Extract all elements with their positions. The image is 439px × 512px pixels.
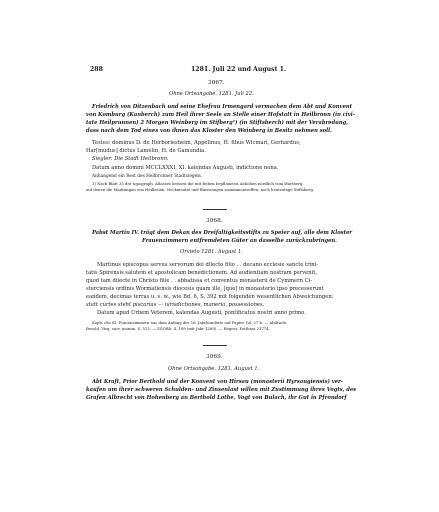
date-clause: Datum anno domini MCCLXXXI, XI. kalendas Augusti, indictione nona.: [92, 165, 279, 171]
archive-note: Anhangend ein Rest des Heilbronner Stadtsiegels.: [92, 174, 203, 179]
archive-note-line: Kopb. des Kl. Frauenzimmern aus dem Anfang des 16. Jahrhunderts auf Papier, fol. 27 b. — Abdruck:: [92, 320, 287, 325]
footnote-line: auf denen die Markungen von Heilbronn, Neckarsulm und Binswangen zusammentreffen, noch heutzutage Stiftsberg.: [86, 187, 315, 192]
section-divider: [203, 345, 227, 346]
dateline-3069: Ohne Ortsangabe. 1281. August 1.: [168, 366, 260, 372]
text-line: sterciensis ordinis Wormatiensis diocesis quam ille, [que] in monasterio ipso precesserunt: [86, 286, 324, 292]
summary-line: kaufen um ihrer schweren Schulden- und Zinsenlast willen mit Zustimmung ihres Vogts, des: [86, 387, 357, 393]
summary-line: dass nach dem Tod eines von ihnen das Kloster den Weinberg in Besitz nehmen soll.: [86, 128, 332, 134]
summary-line: tate Heilprunnen) 2 Morgen Weinberg im Stifberg¹) (in Stiftsberch) mit der Verabredung,: [86, 120, 349, 126]
text-line: eandem, decimas terras u. s. w., wie Bd. 6, S. 392 mit folgenden wesentlichen Abweichungen:: [86, 294, 334, 300]
witness-line: Har[mudus] dictus Lamelin, H. de Gamundia.: [86, 148, 206, 154]
text-line: quod tam dilecte in Christo filie . . abbatissa et conventus monasterii de Cymmern Ci-: [86, 278, 312, 284]
document-number-3068: 3068.: [206, 218, 223, 224]
text-line: tatis Spirensis salutem et apostolicam benedictionem. Ad audientiam nostram pervenit,: [86, 270, 317, 276]
summary-line: Frauenzimmern entfremdeten Güter an dasselbe zurückzubringen.: [142, 238, 337, 244]
section-divider: [203, 209, 227, 210]
archive-note-line: Besold, Virg. sacr. monim. S. 513. — ZGORh. 4, 189 (mit Jahr 1280). — Regest: Potthast 21774.: [86, 326, 270, 331]
summary-line: von Komburg (Kanberch) zum Heil ihrer Seele an Stelle einer Hofstatt in Heilbronn (in civi-: [86, 112, 355, 118]
document-number-3069: 3069.: [206, 354, 223, 360]
text-line: statt curtes steht piscarias — iurisdictiones, maneria, possessiones.: [86, 302, 265, 308]
running-title: 1281. Juli 22 und August 1.: [191, 66, 287, 73]
dateline-3068: Orvieto 1281. August 1.: [180, 249, 243, 255]
text-line: Datum apud Urbem Veterem, kalendas Augusti, pontificatus nostri anno primo.: [97, 310, 306, 316]
document-number-3067: 3067.: [208, 80, 225, 86]
summary-line: Abt Kraft, Prior Berthold und der Konvent von Hirsau (monasterii Hyrsaugiensis) ver-: [92, 379, 343, 385]
page-number: 288: [90, 66, 103, 73]
footnote-line: 1) Nach Blatt 35 der topograph. Atlasses heissen die mit Reben bepflanzten Anhöhen nördlich vom Wartberg,: [92, 181, 304, 186]
text-line: Martinus episcopus servus servorum dei dilecto filio . . decano ecclesie sancte trini-: [97, 262, 319, 268]
summary-line: Pabst Martin IV. trägt dem Dekan des Dreifaltigkeitsstifts zu Speier auf, alle dem Kloster: [92, 230, 353, 236]
dateline-3067: Ohne Ortsangabe. 1281. Juli 22.: [169, 91, 254, 97]
summary-line: Grafen Albrecht von Hohenberg an Berthold Lothe, Vogt von Bulach, ihr Gut in Pfrondorf: [86, 395, 347, 401]
summary-line: Friedrich von Ditzenbach und seine Ehefrau Irmengard vermachen dem Abt und Konvent: [92, 104, 353, 110]
seal-note: Siegler: Die Stadt Heilbronn.: [92, 156, 169, 162]
witness-line: Testes: dominus D. de Herboriesheim, Appelinus, H. filius Wicmari, Gerhardus,: [92, 140, 301, 146]
